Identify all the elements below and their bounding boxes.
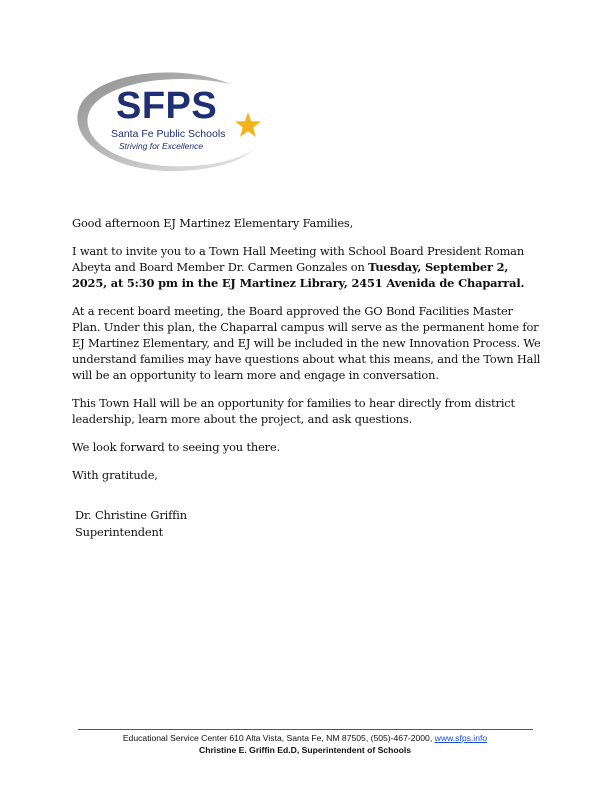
look-forward-paragraph: We look forward to seeing you there. — [72, 440, 281, 454]
greeting: Good afternoon EJ Martinez Elementary Families, — [72, 216, 354, 230]
signature-block — [72, 507, 542, 541]
town-hall-paragraph: This Town Hall will be an opportunity for families to hear directly from district leadership, learn more about the project, and ask questions. — [72, 396, 515, 426]
logo-abbrev: SFPS — [116, 85, 218, 127]
website-link[interactable]: www.sfps.info — [434, 733, 488, 743]
footer-address: Educational Service Center 610 Alta Vista, Santa Fe, NM 87505, (505)-467-2000, — [122, 733, 435, 743]
invitation-paragraph — [72, 243, 542, 291]
logo-school-name: Santa Fe Public Schools — [111, 128, 226, 140]
signer-title: Superintendent — [75, 525, 164, 539]
signer-name: Dr. Christine Griffin — [75, 508, 187, 522]
sfps-logo-graphic — [70, 70, 270, 175]
footer-superintendent: Christine E. Griffin Ed.D, Superintendent of Schools — [199, 745, 411, 755]
sfps-logo — [70, 70, 270, 175]
footer-divider — [78, 729, 533, 730]
closing: With gratitude, — [72, 468, 158, 482]
invitation-text: I want to invite you to a Town Hall Meeting with School Board President Roman Abeyta and Board Member Dr. Carmen Gonzales on — [72, 244, 525, 274]
master-plan-paragraph: At a recent board meeting, the Board approved the GO Bond Facilities Master Plan. Under this plan, the Chaparral campus will serve as the permanent home for EJ Martinez Elementary, and EJ will be included in the new Innovation Process. We understand families may have questions about what this means, and the Town Hall will be an opportunity to learn more and engage in conversation. — [72, 304, 541, 382]
star-icon — [235, 112, 261, 137]
meeting-details: Tuesday, September 2, 2025, at 5:30 pm in the EJ Martinez Library, 2451 Avenida de Chaparral. — [72, 260, 525, 290]
footer-address-line — [60, 732, 550, 744]
letter-body — [72, 215, 542, 541]
logo-tagline: Striving for Excellence — [119, 141, 204, 151]
